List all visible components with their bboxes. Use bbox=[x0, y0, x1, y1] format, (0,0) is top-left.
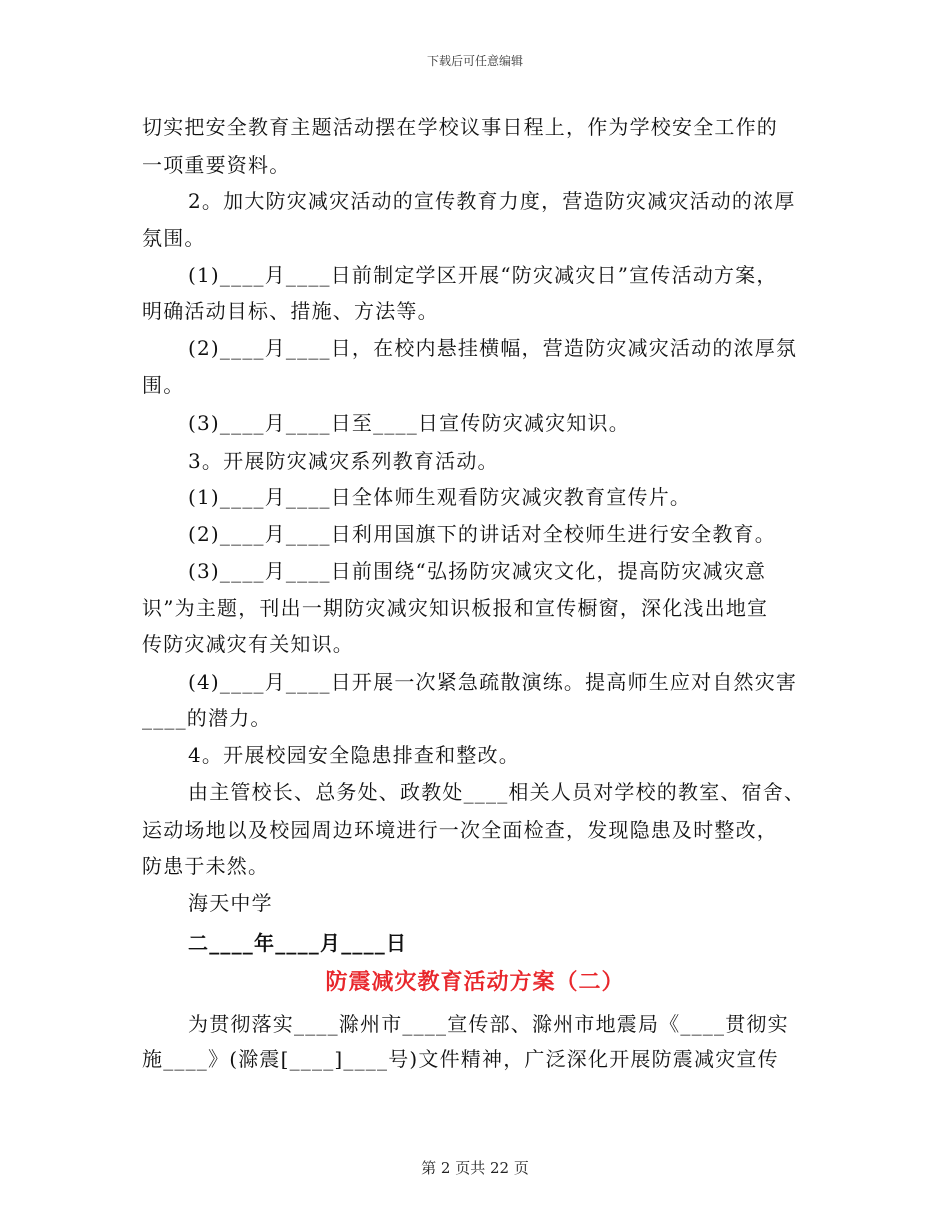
text-line: (4)____月____日开展一次紧急疏散演练。提高师生应对自然灾害 bbox=[188, 670, 798, 694]
text-line: 围。 bbox=[142, 373, 185, 397]
text-line: 防患于未然。 bbox=[142, 854, 270, 878]
text-line: 传防灾减灾有关知识。 bbox=[142, 632, 354, 656]
page-footer: 第 2 页共 22 页 bbox=[421, 1159, 529, 1177]
school-name: 海天中学 bbox=[188, 891, 273, 915]
text-line: 切实把安全教育主题活动摆在学校议事日程上，作为学校安全工作的 bbox=[142, 115, 778, 139]
text-line: 3。开展防灾减灾系列教育活动。 bbox=[188, 449, 499, 473]
text-line: 为贯彻落实____滁州市____宣传部、滁州市地震局《____贯彻实 bbox=[188, 1012, 789, 1036]
text-line: 识”为主题，刊出一期防灾减灾知识板报和宣传橱窗，深化浅出地宣 bbox=[142, 596, 769, 620]
text-line: 2。加大防灾减灾活动的宣传教育力度，营造防灾减灾活动的浓厚 bbox=[188, 189, 796, 213]
page-header: 下载后可任意编辑 bbox=[426, 54, 523, 68]
text-line: (2)____月____日利用国旗下的讲话对全校师生进行安全教育。 bbox=[188, 522, 776, 546]
text-line: (3)____月____日前围绕“弘扬防灾减灾文化，提高防灾减灾意 bbox=[188, 559, 767, 583]
text-line: (3)____月____日至____日宣传防灾减灾知识。 bbox=[188, 411, 630, 435]
text-line: 一项重要资料。 bbox=[142, 153, 291, 177]
text-line: (1)____月____日前制定学区开展“防灾减灾日”宣传活动方案， bbox=[188, 263, 778, 287]
text-line: (1)____月____日全体师生观看防灾减灾教育宣传片。 bbox=[188, 485, 692, 509]
text-line: 运动场地以及校园周边环境进行一次全面检查，发现隐患及时整改， bbox=[142, 818, 778, 842]
text-line: 4。开展校园安全隐患排查和整改。 bbox=[188, 743, 520, 767]
text-line: ____的潜力。 bbox=[142, 706, 272, 730]
text-line: 施____》(滁震[____]____号)文件精神，广泛深化开展防震减灾宣传 bbox=[142, 1047, 779, 1071]
date-line: 二____年____月____日 bbox=[188, 931, 408, 955]
text-line: 氛围。 bbox=[142, 226, 206, 250]
text-line: 明确活动目标、措施、方法等。 bbox=[142, 299, 439, 323]
text-line: 由主管校长、总务处、政教处____相关人员对学校的教室、宿舍、 bbox=[188, 780, 806, 804]
text-line: (2)____月____日，在校内悬挂横幅，营造防灾减灾活动的浓厚氛 bbox=[188, 336, 798, 360]
section-title: 防震减灾教育活动方案（二） bbox=[325, 969, 625, 995]
